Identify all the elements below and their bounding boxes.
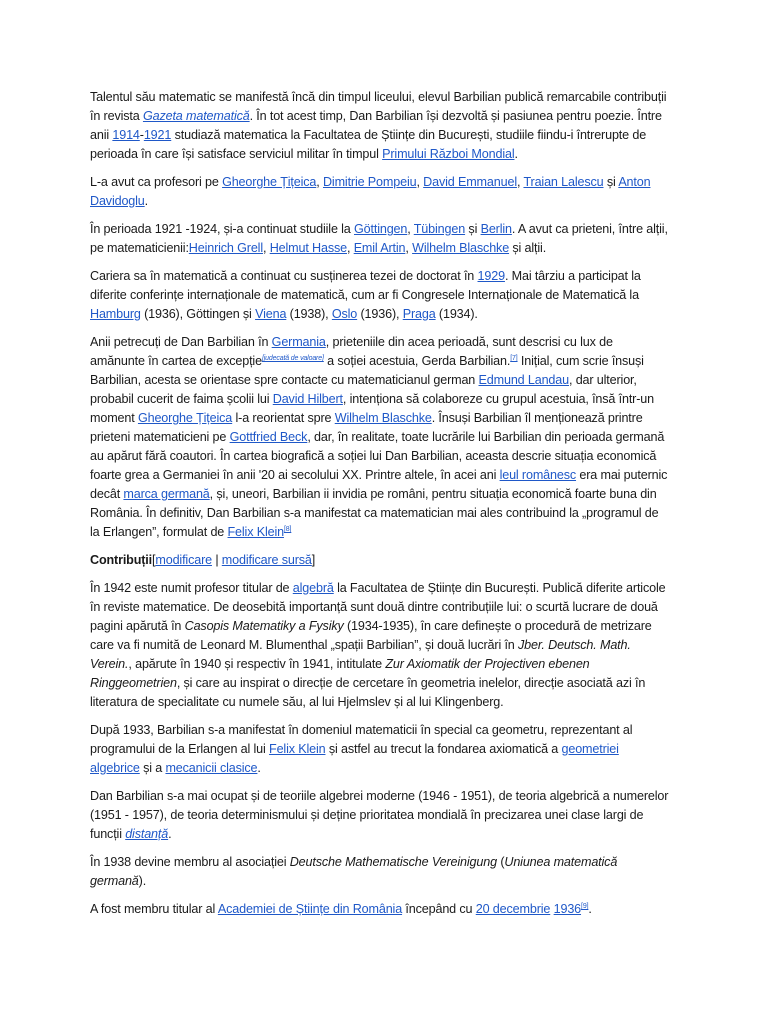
wiki-link[interactable]: Wilhelm Blaschke bbox=[334, 411, 432, 425]
text-run: , bbox=[405, 241, 413, 255]
text-run: (1936), Göttingen și bbox=[140, 307, 256, 321]
text-run: , apărute în 1940 și respectiv în 1941, intitulate bbox=[128, 657, 386, 671]
wiki-link[interactable]: Praga bbox=[402, 307, 436, 321]
text-run: (1934-1935), în care definește o procedură de metrizare care va fi numită de Leonard M. Blumenthal „spații Barbilian”, și două lucrări în bbox=[90, 619, 652, 652]
section-heading bbox=[90, 551, 670, 570]
wiki-link[interactable]: leul românesc bbox=[499, 468, 577, 482]
text-run: (1934). bbox=[435, 307, 478, 321]
wiki-link[interactable]: Primului Război Mondial bbox=[382, 147, 515, 161]
italic-run: distanță bbox=[125, 827, 169, 841]
wiki-link[interactable]: modificare bbox=[155, 553, 212, 567]
text-run: ). bbox=[138, 874, 147, 888]
text-run: , bbox=[516, 175, 524, 189]
wiki-link[interactable]: Wilhelm Blaschke bbox=[412, 241, 510, 255]
paragraph bbox=[90, 173, 670, 211]
text-run: Talentul său matematic se manifestă încă din timpul liceului, elevul Barbilian publică remarcabile contribuții în revista bbox=[90, 90, 667, 123]
wiki-link[interactable]: modificare sursă bbox=[221, 553, 312, 567]
italic-run: Casopis Matematiky a Fysiky bbox=[184, 619, 344, 633]
text-run: . bbox=[168, 827, 172, 841]
paragraph bbox=[90, 220, 670, 258]
text-run: (1936), bbox=[357, 307, 403, 321]
text-run: și bbox=[465, 222, 481, 236]
heading-text: Contribuții bbox=[90, 553, 153, 567]
italic-run: Uniunea matematică germană bbox=[90, 855, 618, 888]
text-run: . bbox=[144, 194, 149, 208]
text-run: Inițial, cum scrie însuși Barbilian, acesta se orientase spre contacte cu matematicianul german bbox=[90, 354, 644, 387]
text-run: , dar, în realitate, toate lucrările lui Barbilian din perioada germană au apărut fără coautori. În cartea biografică a soției lui Dan Barbilian, aceasta descrie situația economică foarte grea a Germaniei în anii '20 ai secolului XX. Printre altele, în acei ani bbox=[90, 430, 665, 482]
wiki-link[interactable]: mecanicii clasice bbox=[165, 761, 258, 775]
text-run: , și care au inspirat o direcție de cercetare în geometria inelelor, direcție asociată azi în literatura de specialitate cu numele său, al lui Hjelmslev și al lui Klingenberg. bbox=[90, 676, 646, 709]
text-run: a soției acestuia, Gerda Barbilian. bbox=[323, 354, 511, 368]
superscript bbox=[262, 355, 324, 362]
text-run: ( bbox=[496, 855, 505, 869]
wiki-link[interactable]: Academiei de Științe din România bbox=[217, 902, 403, 916]
reference-link[interactable] bbox=[262, 355, 324, 362]
wiki-link[interactable]: geometriei algebrice bbox=[90, 742, 619, 775]
wiki-link[interactable] bbox=[143, 109, 250, 123]
text-run: începând cu bbox=[402, 902, 476, 916]
text-run: , dar ulterior, probabil cucerit de faima școlii lui bbox=[90, 373, 637, 406]
wiki-link[interactable]: Oslo bbox=[331, 307, 358, 321]
text-run: În 1942 este numit profesor titular de bbox=[90, 581, 293, 595]
text-run: , prieteniile din acea perioadă, sunt descrisi cu lux de amănunte în cartea de excepție bbox=[90, 335, 613, 368]
wiki-link[interactable]: Felix Klein bbox=[269, 742, 326, 756]
text-run: . bbox=[257, 761, 261, 775]
italic-run: Zur Axiomatik der Projectiven ebenen Ringgeometrien bbox=[90, 657, 590, 690]
wiki-link[interactable]: 1921 bbox=[143, 128, 172, 142]
text-run: , și, uneori, Barbilian ii invidia pe români, pentru situația economică foarte buna din România. În definitiv, Dan Barbilian s-a manifestat ca matematician mai ales contribuind la „programul de la Erlangen”, formulat de bbox=[90, 487, 659, 539]
text-run: . bbox=[514, 147, 518, 161]
text-run: [ bbox=[152, 553, 156, 567]
text-run: era mai puternic decât bbox=[90, 468, 668, 501]
wiki-link[interactable]: Gheorghe Țițeica bbox=[137, 411, 233, 425]
wiki-link[interactable]: Helmut Hasse bbox=[269, 241, 347, 255]
text-run: (1938), bbox=[286, 307, 332, 321]
text-run: În 1938 devine membru al asociației bbox=[90, 855, 290, 869]
reference-link[interactable]: [9] bbox=[581, 903, 589, 910]
text-run: L-a avut ca profesori pe bbox=[90, 175, 223, 189]
wiki-link[interactable]: Dimitrie Pompeiu bbox=[322, 175, 417, 189]
text-run: A fost membru titular al bbox=[90, 902, 218, 916]
superscript bbox=[284, 526, 291, 533]
document-body bbox=[90, 88, 670, 928]
wiki-link[interactable]: 20 decembrie bbox=[475, 902, 551, 916]
paragraph bbox=[90, 787, 670, 844]
text-run: , bbox=[262, 241, 270, 255]
wiki-link[interactable]: David Hilbert bbox=[272, 392, 343, 406]
paragraph bbox=[90, 579, 670, 712]
wiki-link[interactable]: algebră bbox=[292, 581, 334, 595]
text-run: În perioada 1921 -1924, și-a continuat studiile la bbox=[90, 222, 354, 236]
wiki-link[interactable]: Anton Davidoglu bbox=[90, 175, 651, 208]
text-run: l-a reorientat spre bbox=[232, 411, 335, 425]
wiki-link[interactable]: Tübingen bbox=[413, 222, 466, 236]
italic-run: Deutsche Mathematische Vereinigung bbox=[289, 855, 497, 869]
paragraph bbox=[90, 333, 670, 542]
text-run: Cariera sa în matematică a continuat cu susținerea tezei de doctorat în bbox=[90, 269, 478, 283]
paragraph bbox=[90, 88, 670, 164]
text-run: - bbox=[139, 128, 144, 142]
wiki-link[interactable]: Traian Lalescu bbox=[523, 175, 604, 189]
text-run: și a bbox=[139, 761, 166, 775]
text-run: studiază matematica la Facultatea de Științe din București, studiile fiindu-i întrerupte de perioada în care își satisface serviciul militar în timpul bbox=[90, 128, 647, 161]
wiki-link[interactable]: Göttingen bbox=[354, 222, 408, 236]
wiki-link[interactable]: 1929 bbox=[477, 269, 505, 283]
wiki-link[interactable]: Hamburg bbox=[90, 307, 141, 321]
text-run: . Mai târziu a participat la diferite conferințe internaționale de matematică, cum ar fi Congresele Internaționale de Matematică la bbox=[90, 269, 641, 302]
text-run: . Însuși Barbilian îl menționează printre prieteni matematicieni pe bbox=[90, 411, 643, 444]
wiki-link[interactable]: David Emmanuel bbox=[423, 175, 517, 189]
paragraph bbox=[90, 721, 670, 778]
text-run: | bbox=[211, 553, 222, 567]
wiki-link[interactable]: 1914 bbox=[112, 128, 140, 142]
text-run: și astfel au trecut la fondarea axiomatică a bbox=[325, 742, 562, 756]
text-run: , bbox=[316, 175, 323, 189]
text-run: După 1933, Barbilian s-a manifestat în domeniul matematicii în special ca geometru, reprezentant al programului de la Erlangen al lui bbox=[90, 723, 633, 756]
reference-link[interactable]: [8] bbox=[283, 526, 292, 533]
text-run: la Facultatea de Științe din București. Publică diferite articole în reviste matematice. De deosebită importanță sunt două dintre contribuțiile lui: o scurtă lucrare de două pagini apărută în bbox=[90, 581, 666, 633]
text-run: . A avut ca prieteni, între alții, pe matematicienii: bbox=[90, 222, 668, 255]
wiki-link[interactable]: Gheorghe Țițeica bbox=[222, 175, 317, 189]
italic-run: [judecată de valoare] bbox=[261, 355, 324, 362]
wiki-link[interactable]: Emil Artin bbox=[353, 241, 406, 255]
text-run: . bbox=[588, 902, 592, 916]
text-run: , bbox=[346, 241, 354, 255]
paragraph bbox=[90, 900, 670, 919]
wiki-link[interactable]: Berlin bbox=[480, 222, 512, 236]
wiki-link[interactable]: Heinrich Grell bbox=[188, 241, 263, 255]
wiki-link[interactable]: Edmund Landau bbox=[478, 373, 569, 387]
wiki-link[interactable]: Germania bbox=[271, 335, 326, 349]
text-run: , intenționa să colaboreze cu grupul acestuia, însă într-un moment bbox=[90, 392, 654, 425]
reference-link[interactable]: [7] bbox=[510, 355, 518, 362]
text-run bbox=[185, 619, 344, 633]
wiki-link[interactable]: Viena bbox=[255, 307, 287, 321]
text-run: și alții. bbox=[509, 241, 547, 255]
text-run: , bbox=[407, 222, 414, 236]
wiki-link[interactable]: 1936 bbox=[553, 902, 582, 916]
text-run bbox=[290, 855, 497, 869]
superscript bbox=[510, 355, 517, 362]
italic-run: Gazeta matematică bbox=[142, 109, 250, 123]
wiki-link[interactable]: Felix Klein bbox=[227, 525, 284, 539]
wiki-link[interactable]: marca germană bbox=[123, 487, 210, 501]
text-run: . În tot acest timp, Dan Barbilian își dezvoltă și pasiunea pentru poezie. Între anii bbox=[90, 109, 662, 142]
italic-run: Jber. Deutsch. Math. Verein. bbox=[90, 638, 631, 671]
paragraph bbox=[90, 853, 670, 891]
wiki-link[interactable] bbox=[125, 827, 168, 841]
text-run: ] bbox=[311, 553, 316, 567]
text-run: și bbox=[603, 175, 619, 189]
paragraph bbox=[90, 267, 670, 324]
text-run: Anii petrecuți de Dan Barbilian în bbox=[90, 335, 272, 349]
text-run: Dan Barbilian s-a mai ocupat și de teoriile algebrei moderne (1946 - 1951), de teoria algebrică a numerelor (1951 - 1957), de teoria determinismului și deține prioritatea mondială în precizarea unei clase largi de funcții bbox=[90, 789, 669, 841]
text-run: , bbox=[416, 175, 424, 189]
wiki-link[interactable]: Gottfried Beck bbox=[229, 430, 308, 444]
